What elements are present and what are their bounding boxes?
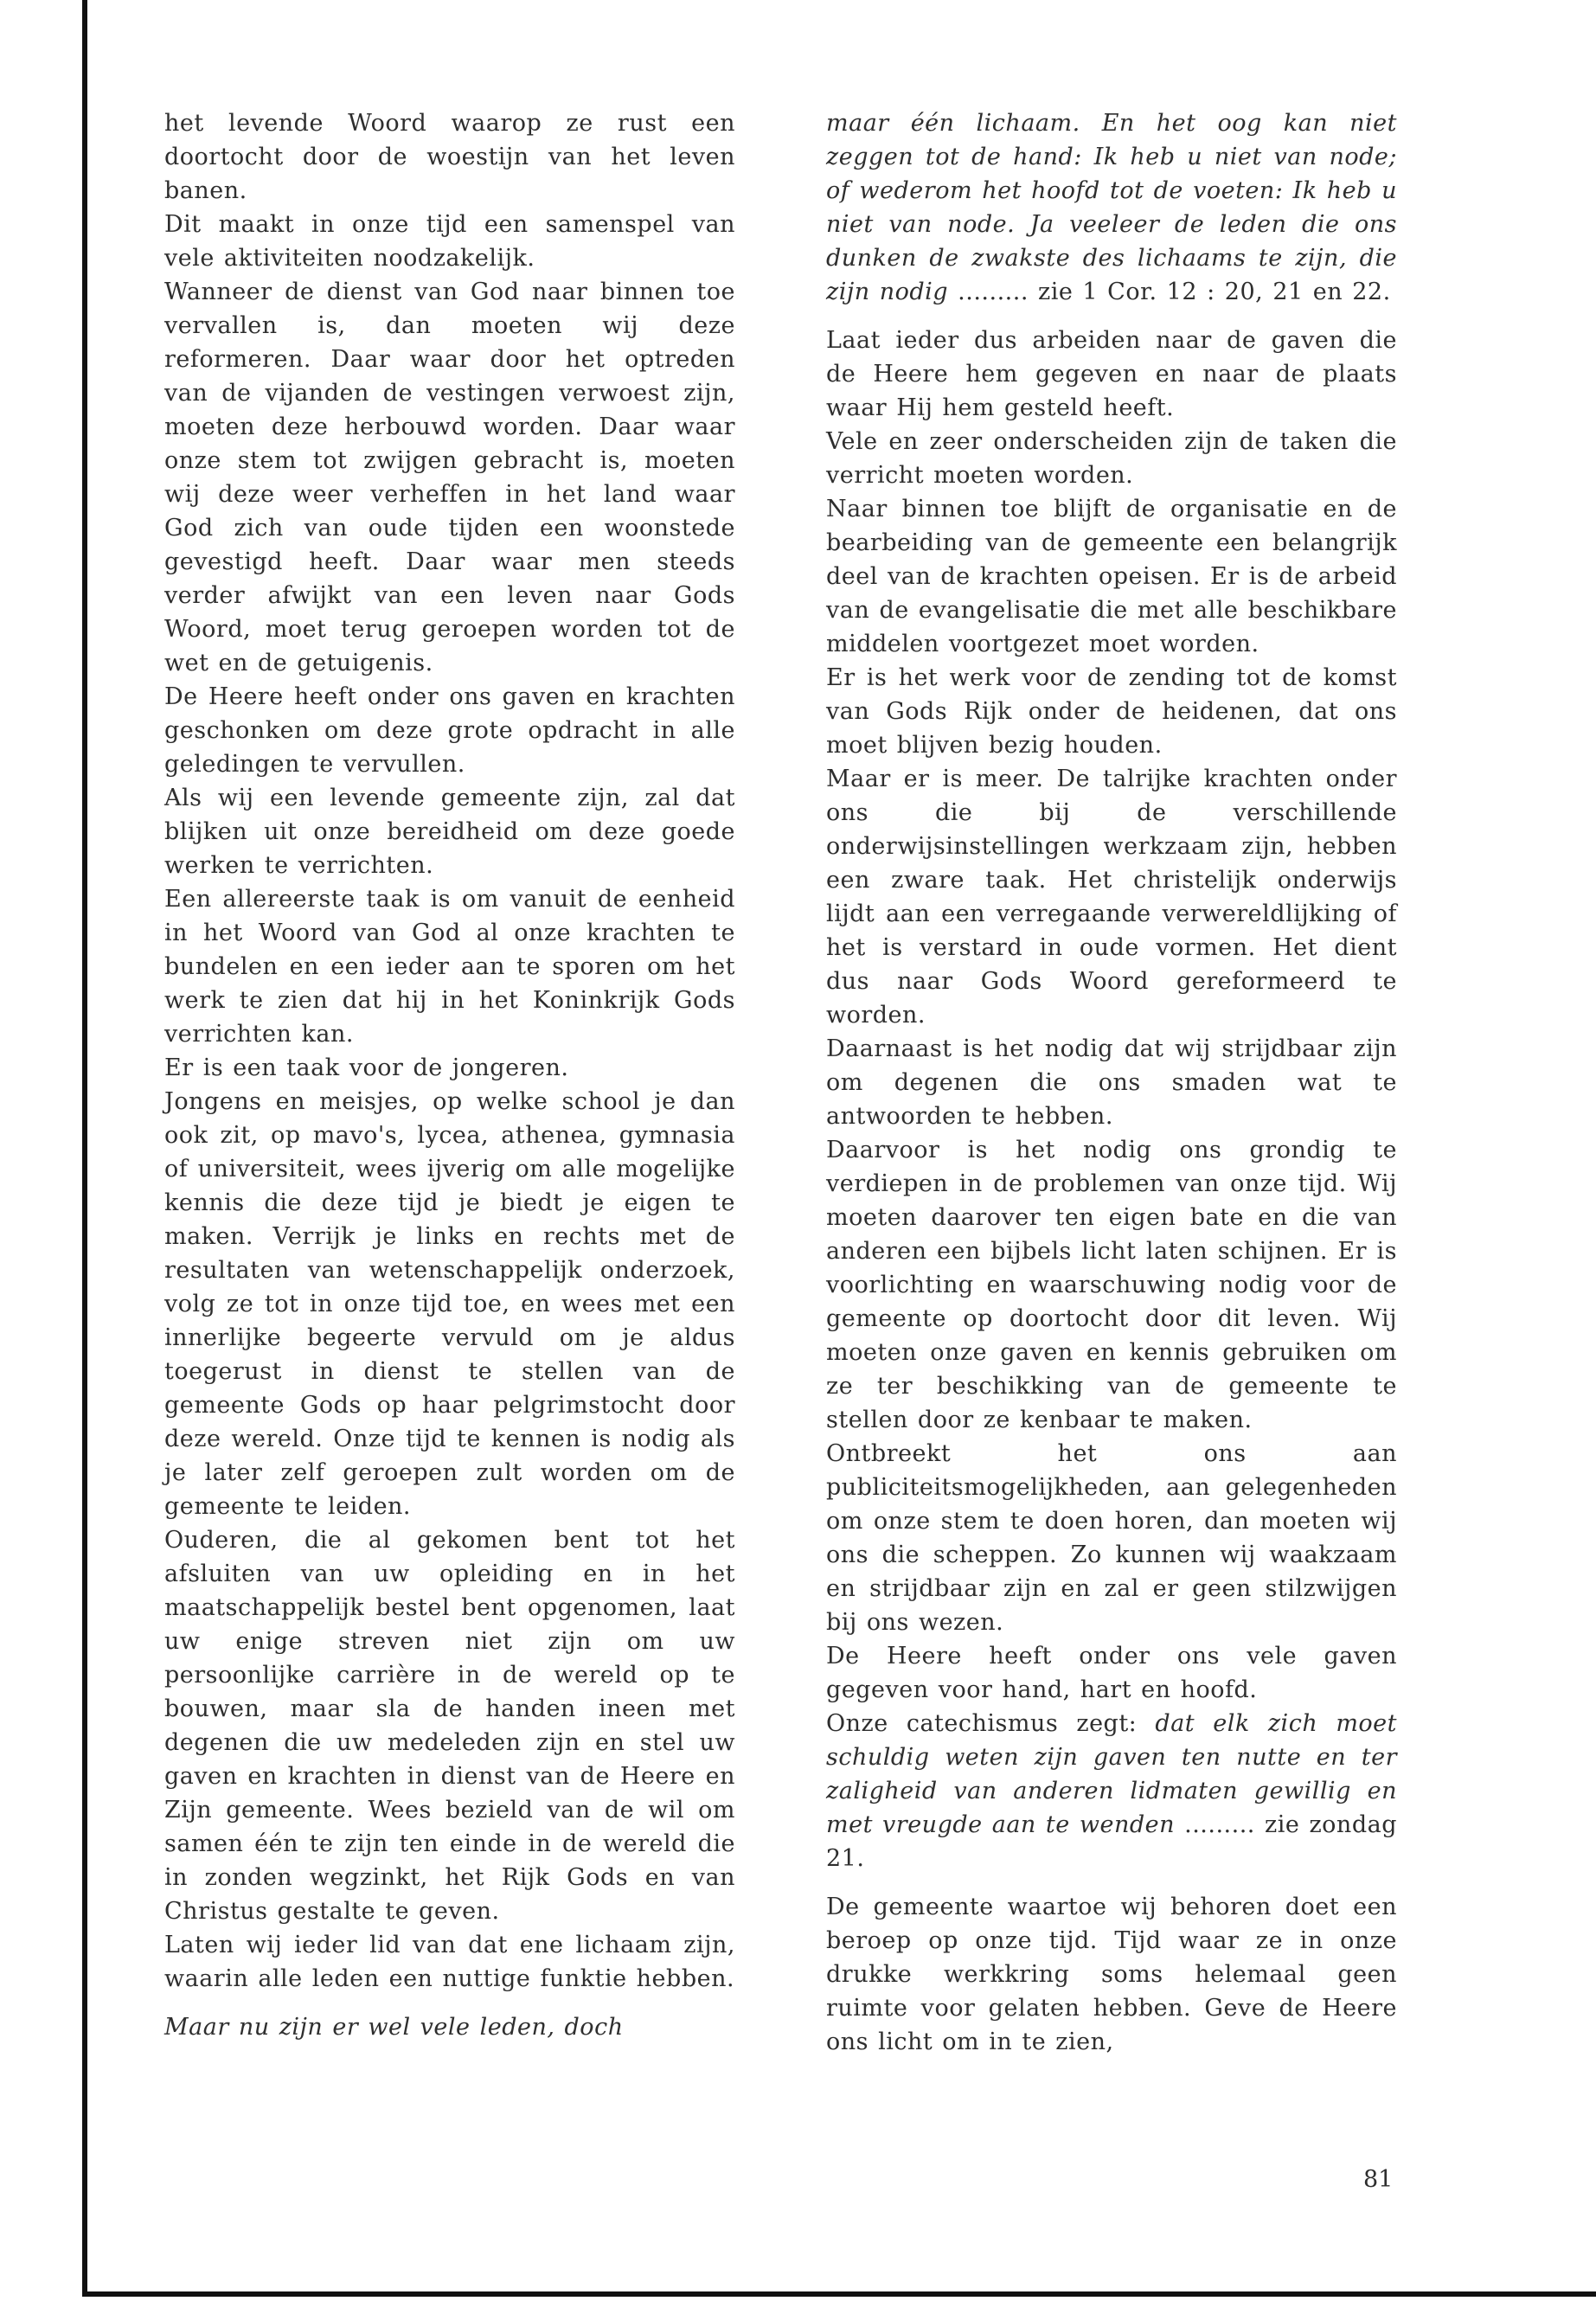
paragraph: Laat ieder dus arbeiden naar de gaven die de Heere hem gegeven en naar de plaats waar Hij hem gesteld heeft. <box>826 327 1397 421</box>
paragraph: De gemeente waartoe wij behoren doet een beroep op onze tijd. Tijd waar ze in onze drukke werkkring soms helemaal geen ruimte voor gelaten hebben. Geve de Heere ons licht om in te zien, <box>826 1894 1397 2055</box>
page-edge-bottom <box>82 2291 1596 2297</box>
paragraph: De Heere heeft onder ons vele gaven gegeven voor hand, hart en hoofd. <box>826 1643 1397 1703</box>
paragraph: Ouderen, die al gekomen bent tot het afsluiten van uw opleiding en in het maatschappelijk bestel bent opgenomen, laat uw enige streven niet zijn om uw persoonlijke carrière in de wereld op te bouwen, maar sla de handen ineen met degenen die uw medeleden zijn en stel uw gaven en krachten in dienst van de Heere en Zijn gemeente. Wees bezield van de wil om samen één te zijn ten einde in de wereld die in zonden wegzinkt, het Rijk Gods en van Christus gestalte te geven. <box>164 1527 735 1925</box>
catechism-lead: Onze catechismus zegt: <box>826 1710 1156 1737</box>
paragraph: Maar er is meer. De talrijke krachten onder ons die bij de verschillende onderwijsinstellingen werkzaam zijn, hebben een zware taak. Het christelijk onderwijs lijdt aan een verregaande verwereldlijking of het is verstard in oude vormen. Het dient dus naar Gods Woord gereformeerd te worden. <box>826 766 1397 1029</box>
paragraph: Laten wij ieder lid van dat ene lichaam zijn, waarin alle leden een nuttige funktie hebben. <box>164 1932 735 1992</box>
paragraph: Jongens en meisjes, op welke school je dan ook zit, op mavo's, lycea, athenea, gymnasia of universiteit, wees ijverig om alle mogelijke kennis die deze tijd je biedt je eigen te maken. Verrijk je links en rechts met de resultaten van wetenschappelijk onderzoek, volg ze tot in onze tijd toe, en wees met een innerlijke begeerte vervuld om je aldus toegerust in dienst te stellen van de gemeente Gods op haar pelgrimstocht door deze wereld. Onze tijd te kennen is nodig als je later zelf geroepen zult worden om de gemeente te leiden. <box>164 1088 735 1520</box>
catechism-reference: ......... zie zondag 21. <box>826 1811 1397 1872</box>
paragraph: Ontbreekt het ons aan publiciteitsmogelijkheden, aan gelegenheden om onze stem te doen horen, dan moeten wij ons die scheppen. Zo kunnen wij waakzaam en strijdbaar zijn en zal er geen stilzwijgen bij ons wezen. <box>826 1440 1397 1636</box>
paragraph: Als wij een levende gemeente zijn, zal dat blijken uit onze bereidheid om deze goede werken te verrichten. <box>164 785 735 879</box>
quote-text: maar één lichaam. En het oog kan niet zeggen tot de hand: Ik heb u niet van node; of wederom het hoofd tot de voeten: Ik heb u niet van node. Ja veeleer de leden die ons dunken de zwakste des lichaams te zijn, die zijn nodig <box>826 110 1397 305</box>
paragraph: Een allereerste taak is om vanuit de eenheid in het Woord van God al onze krachten te bundelen en een ieder aan te sporen om het werk te zien dat hij in het Koninkrijk Gods verrichten kan. <box>164 886 735 1048</box>
catechism-text: dat elk zich moet schuldig weten zijn gaven ten nutte en ter zaligheid van anderen lidmaten gewillig en met vreugde aan te wenden <box>826 1710 1398 1838</box>
quote-reference: ......... zie 1 Cor. 12 : 20, 21 en 22. <box>958 279 1391 305</box>
paragraph: Er is een taak voor de jongeren. <box>164 1054 569 1081</box>
paragraph: Daarnaast is het nodig dat wij strijdbaar zijn om degenen die ons smaden wat te antwoorden te hebben. <box>826 1035 1397 1130</box>
paragraph: Dit maakt in onze tijd een samenspel van vele aktiviteiten noodzakelijk. <box>164 211 735 272</box>
page-number: 81 <box>1363 2166 1394 2193</box>
paragraph: Naar binnen toe blijft de organisatie en de bearbeiding van de gemeente een belangrijk deel van de krachten opeisen. Er is de arbeid van de evangelisatie die met alle beschikbare middelen voortgezet moet worden. <box>826 496 1397 657</box>
right-column <box>826 106 1397 2059</box>
paragraph: het levende Woord waarop ze rust een doortocht door de woestijn van het leven banen. <box>164 110 735 204</box>
paragraph: Er is het werk voor de zending tot de komst van Gods Rijk onder de heidenen, dat ons moet blijven bezig houden. <box>826 664 1397 759</box>
scripture-quote-start: Maar nu zijn er wel vele leden, doch <box>164 2014 624 2041</box>
left-column <box>164 106 735 2044</box>
paragraph: Daarvoor is het nodig ons grondig te verdiepen in de problemen van onze tijd. Wij moeten daarover ten eigen bate en die van anderen een bijbels licht laten schijnen. Er is voorlichting en waarschuwing nodig voor de gemeente op doortocht door dit leven. Wij moeten onze gaven en kennis gebruiken om ze ter beschikking van de gemeente te stellen door ze kenbaar te maken. <box>826 1137 1397 1433</box>
catechism-quote <box>826 1707 1397 1875</box>
paragraph: Vele en zeer onderscheiden zijn de taken die verricht moeten worden. <box>826 428 1397 489</box>
scripture-quote <box>826 106 1397 309</box>
page-edge-left <box>82 0 87 2297</box>
paragraph: De Heere heeft onder ons gaven en krachten geschonken om deze grote opdracht in alle geledingen te vervullen. <box>164 683 735 778</box>
paragraph: Wanneer de dienst van God naar binnen toe vervallen is, dan moeten wij deze reformeren. Daar waar door het optreden van de vijanden de vestingen verwoest zijn, moeten deze herbouwd worden. Daar waar onze stem tot zwijgen gebracht is, moeten wij deze weer verheffen in het land waar God zich van oude tijden een woonstede gevestigd heeft. Daar waar men steeds verder afwijkt van een leven naar Gods Woord, moet terug geroepen worden tot de wet en de getuigenis. <box>164 279 735 676</box>
